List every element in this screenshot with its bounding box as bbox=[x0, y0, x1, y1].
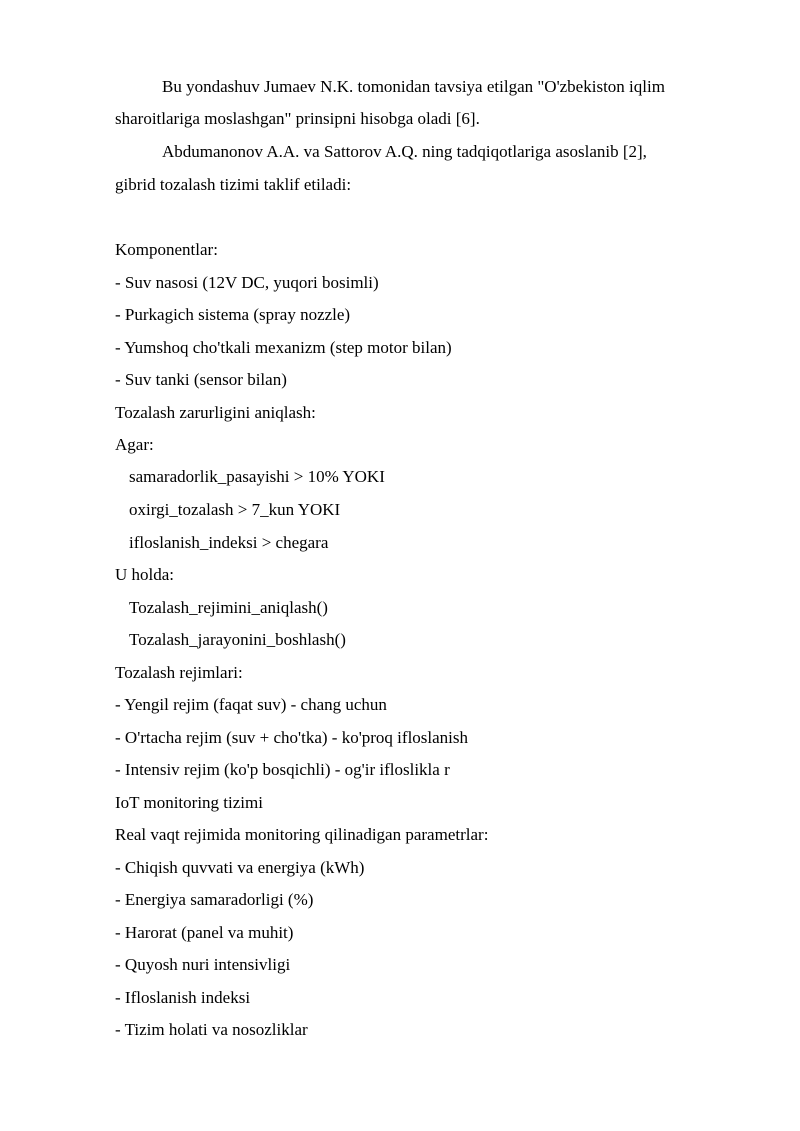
parameter-item: - Harorat (panel va muhit) bbox=[115, 923, 294, 942]
modes-heading: Tozalash rejimlari: bbox=[115, 663, 243, 682]
condition-line: oxirgi_tozalash > 7_kun YOKI bbox=[129, 500, 341, 519]
then-label: U holda: bbox=[115, 565, 175, 584]
component-item: - Suv nasosi (12V DC, yuqori bosimli) bbox=[115, 273, 379, 292]
parameter-item: - Tizim holati va nosozliklar bbox=[115, 1020, 308, 1039]
mode-item: - Intensiv rejim (ko'p bosqichli) - og'ir ifloslikla r bbox=[115, 760, 450, 779]
mode-item: - Yengil rejim (faqat suv) - chang uchun bbox=[115, 695, 387, 714]
paragraph-2-line-1: Abdumanonov A.A. va Sattorov A.Q. ning tadqiqotlariga asoslanib [2], bbox=[162, 142, 647, 161]
action-line: Tozalash_rejimini_aniqlash() bbox=[129, 598, 328, 617]
iot-subheading: Real vaqt rejimida monitoring qilinadigan parametrlar: bbox=[115, 825, 489, 844]
iot-heading: IoT monitoring tizimi bbox=[115, 793, 263, 812]
components-heading: Komponentlar: bbox=[115, 240, 218, 259]
if-label: Agar: bbox=[115, 435, 154, 454]
component-item: - Yumshoq cho'tkali mexanizm (step motor bilan) bbox=[115, 338, 452, 357]
parameter-item: - Chiqish quvvati va energiya (kWh) bbox=[115, 858, 365, 877]
parameter-item: - Ifloslanish indeksi bbox=[115, 988, 251, 1007]
action-line: Tozalash_jarayonini_boshlash() bbox=[129, 630, 346, 649]
parameter-item: - Energiya samaradorligi (%) bbox=[115, 890, 314, 909]
parameter-item: - Quyosh nuri intensivligi bbox=[115, 955, 291, 974]
paragraph-1-line-2: sharoitlariga moslashgan" prinsipni hisobga oladi [6]. bbox=[115, 109, 480, 128]
paragraph-1-line-1: Bu yondashuv Jumaev N.K. tomonidan tavsiya etilgan "O'zbekiston iqlim bbox=[162, 77, 665, 96]
condition-line: ifloslanish_indeksi > chegara bbox=[129, 533, 329, 552]
component-item: - Purkagich sistema (spray nozzle) bbox=[115, 305, 351, 324]
logic-heading: Tozalash zarurligini aniqlash: bbox=[115, 403, 316, 422]
condition-line: samaradorlik_pasayishi > 10% YOKI bbox=[129, 467, 385, 486]
component-item: - Suv tanki (sensor bilan) bbox=[115, 370, 287, 389]
paragraph-2-line-2: gibrid tozalash tizimi taklif etiladi: bbox=[115, 175, 352, 194]
mode-item: - O'rtacha rejim (suv + cho'tka) - ko'proq ifloslanish bbox=[115, 728, 469, 747]
